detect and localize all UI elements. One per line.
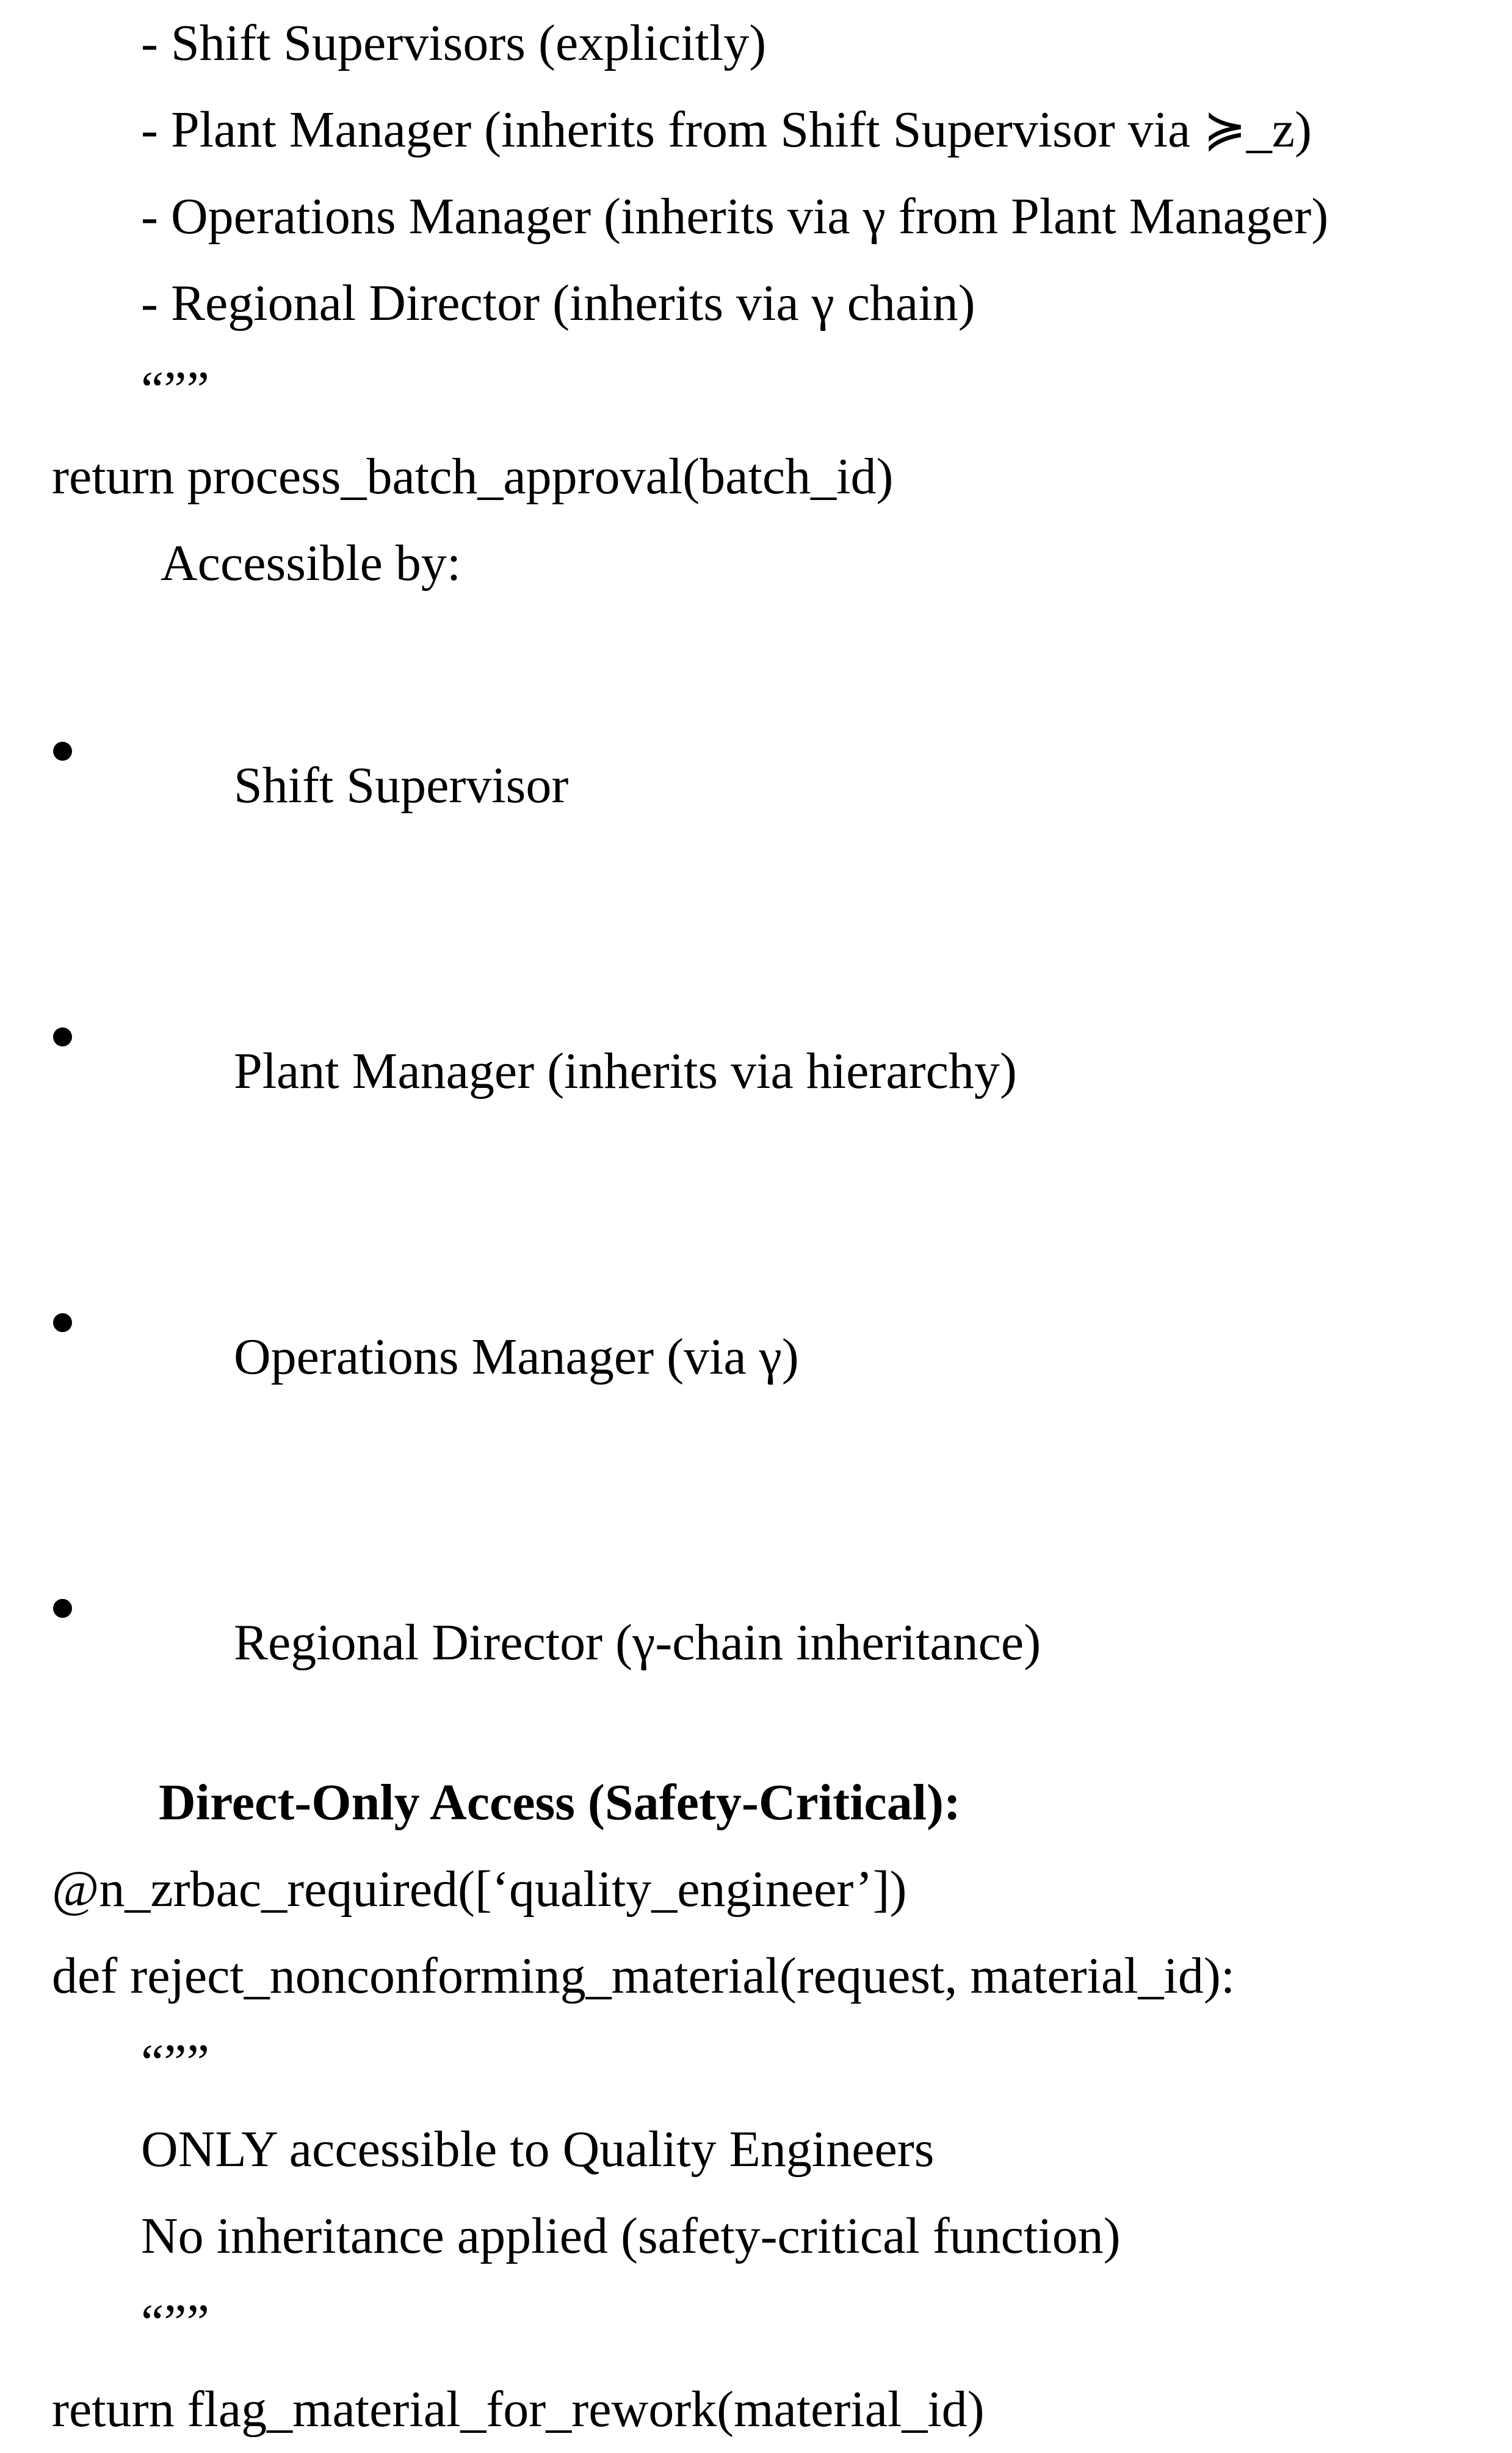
- list-item-label: Plant Manager (inherits via hierarchy): [234, 1043, 1017, 1100]
- accessible-roles-list: [0, 607, 1512, 1750]
- list-item-label: Operations Manager (via γ): [234, 1328, 799, 1385]
- docstring-close-quotes: “””: [141, 361, 209, 418]
- docstring-close-quotes: “””: [141, 2294, 209, 2351]
- docstring-role-line: - Plant Manager (inherits from Shift Supervisor via ≽_z): [141, 101, 1312, 158]
- list-item-label: Shift Supervisor: [234, 757, 569, 814]
- function-def-line: def reject_nonconforming_material(request, material_id):: [52, 1948, 1235, 2004]
- return-statement: return flag_material_for_rework(material_id): [52, 2381, 985, 2438]
- docstring-body-line: ONLY accessible to Quality Engineers: [141, 2121, 935, 2178]
- list-item: [0, 893, 1512, 1178]
- bullet-icon: [53, 1599, 72, 1618]
- docstring-role-line: - Operations Manager (inherits via γ from Plant Manager): [141, 188, 1329, 245]
- bullet-icon: [53, 1313, 72, 1332]
- accessible-by-label: Accessible by:: [161, 535, 461, 592]
- docstring-role-line: - Shift Supervisors (explicitly): [141, 15, 767, 71]
- docstring-open-quotes: “””: [141, 2034, 209, 2091]
- decorator-line: @n_zrbac_required([‘quality_engineer’]): [52, 1861, 907, 1918]
- docstring-body-line: No inheritance applied (safety-critical function): [141, 2208, 1121, 2264]
- list-item-label: Regional Director (γ-chain inheritance): [234, 1614, 1041, 1671]
- list-item: [0, 1464, 1512, 1750]
- list-item: [0, 1178, 1512, 1464]
- direct-only-access-heading: Direct-Only Access (Safety-Critical):: [159, 1774, 961, 1831]
- bullet-icon: [53, 1027, 72, 1046]
- docstring-role-line: - Regional Director (inherits via γ chain): [141, 275, 975, 332]
- bullet-icon: [53, 742, 72, 761]
- return-statement: return process_batch_approval(batch_id): [52, 448, 894, 505]
- list-item: [0, 607, 1512, 893]
